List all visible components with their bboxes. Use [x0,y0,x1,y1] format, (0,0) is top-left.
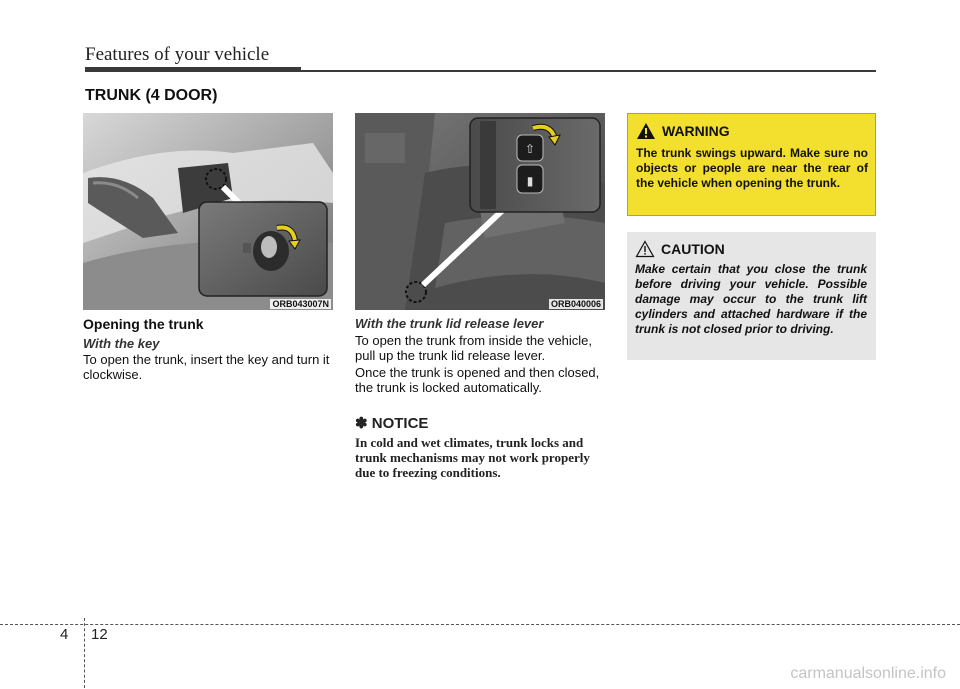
svg-text:▮: ▮ [526,174,534,188]
watermark: carmanualsonline.info [790,665,946,682]
header-rule-thick [85,67,301,72]
warning-text: The trunk swings upward. Make sure no objects or people are near the rear of the vehicle when opening the trunk. [636,146,868,190]
subheading-with-key: With the key [83,336,160,351]
page-number: 12 [91,626,108,643]
subheading-release-lever: With the trunk lid release lever [355,316,544,331]
trunk-lever-figure [355,113,605,310]
warning-triangle-icon [636,122,656,140]
warning-box [627,113,876,216]
footer-rule [0,624,960,625]
header-title: Features of your vehicle [85,44,270,65]
trunk-key-figure [83,113,333,310]
footer-vertical-rule [84,618,85,688]
notice-symbol: ✽ [355,415,368,432]
paragraph-release-lever: To open the trunk from inside the vehicle, pull up the trunk lid release lever. [355,333,593,363]
caution-box [627,232,876,360]
notice-text: In cold and wet climates, trunk locks and trunk mechanisms may not work properly due to freezing conditions. [355,435,590,480]
caution-title: CAUTION [661,241,725,257]
figure-caption: ORB043007N [272,299,329,309]
trunk-lever-illustration [355,113,605,310]
warning-title: WARNING [662,123,730,139]
caution-text: Make certain that you close the trunk before driving your vehicle. Possible damage may occur to the trunk lift cylinders and attached hardware if the trunk is not closed prior to driving. [635,262,867,336]
page-chapter: 4 [60,626,69,643]
caution-triangle-icon [635,240,655,258]
figure-caption: ORB040006 [550,299,601,309]
section-title: TRUNK (4 DOOR) [85,87,218,104]
svg-text:⇧: ⇧ [524,142,536,156]
paragraph-auto-lock: Once the trunk is opened and then closed, the trunk is locked automatically. [355,365,600,395]
paragraph-with-key: To open the trunk, insert the key and turn it clockwise. [83,352,330,382]
notice-heading [355,414,428,432]
heading-opening-trunk: Opening the trunk [83,316,204,332]
notice-title: NOTICE [371,415,429,432]
trunk-key-illustration [83,113,333,310]
header-rule-thin [301,70,876,72]
